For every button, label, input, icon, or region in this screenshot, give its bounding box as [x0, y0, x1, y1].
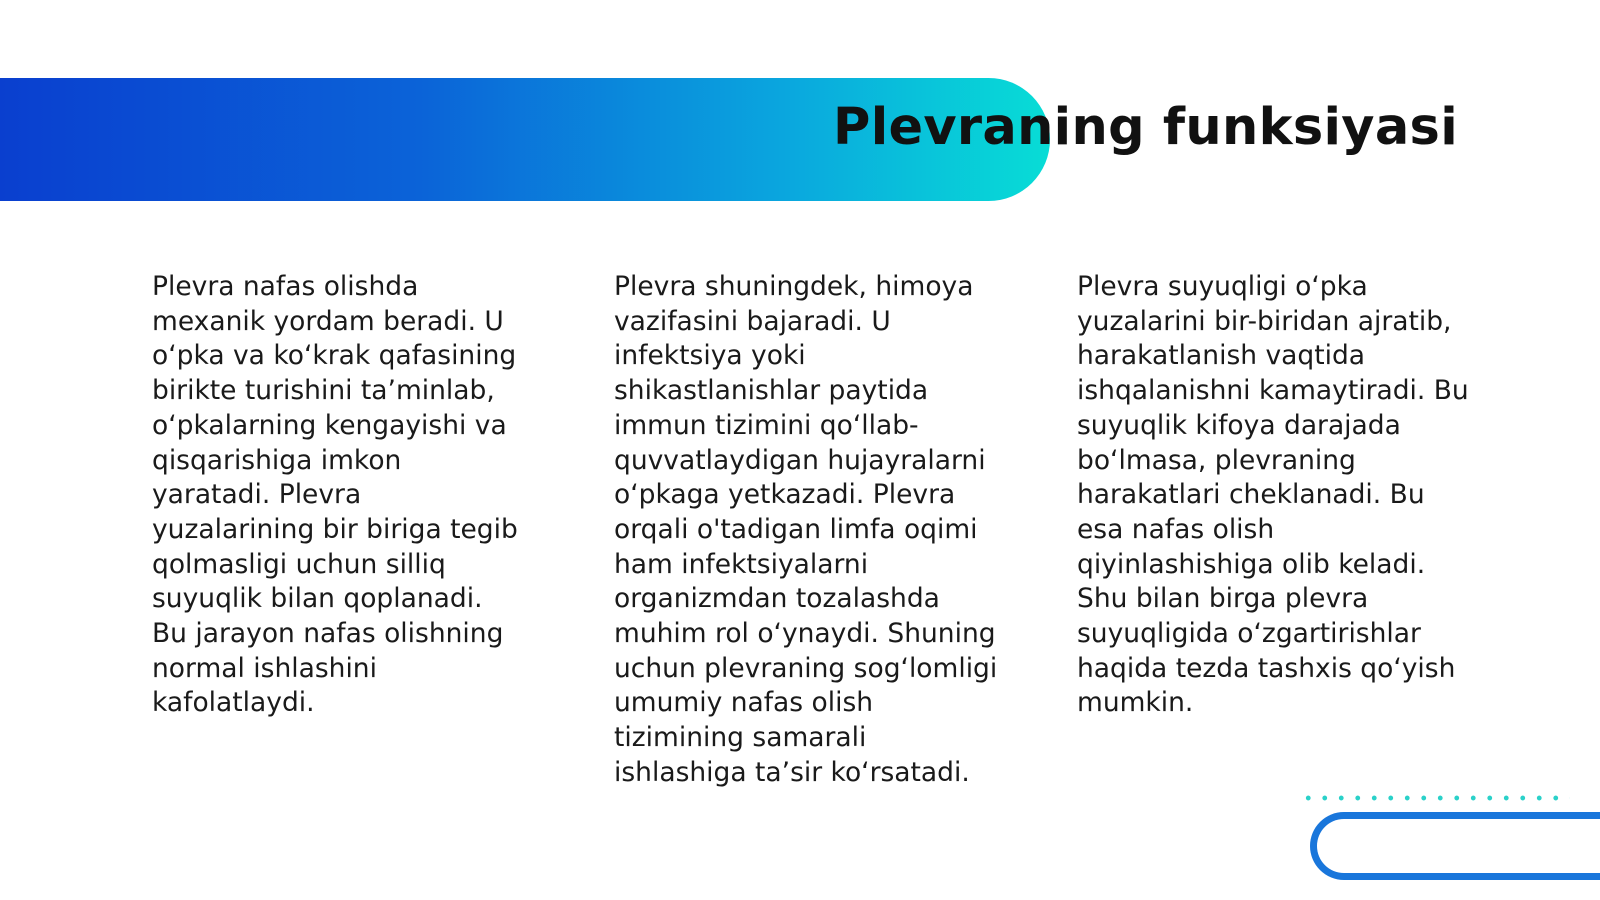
decorative-dot-row [1300, 794, 1570, 802]
text-column-3: Plevra suyuqligi o‘pka yuzalarini bir-biridan ajratib, harakatlanish vaqtida ishqalanishni kamaytiradi. Bu suyuqlik kifoya darajada bo‘lmasa, plevraning harakatlari cheklanadi. Bu esa nafas olish qiyinlashishiga olib keladi. Shu bilan birga plevra suyuqligida o‘zgartirishlar haqida tezda tashxis qo‘yish mumkin. [1077, 271, 1469, 719]
decorative-pill-outline [1310, 812, 1600, 880]
text-column-2: Plevra shuningdek, himoya vazifasini bajaradi. U infektsiya yoki shikastlanishlar paytida immun tizimini qo‘llab-quvvatlaydigan hujayralarni o‘pkaga yetkazadi. Plevra orqali o'tadigan limfa oqimi ham infektsiyalarni organizmdan tozalashda muhim rol o‘ynaydi. Shuning uchun plevraning sog‘lomligi umumiy nafas olish tizimining samarali ishlashiga ta’sir ko‘rsatadi. [614, 271, 998, 788]
slide-title: Plevraning funksiyasi [833, 98, 1458, 157]
text-column-1: Plevra nafas olishda mexanik yordam beradi. U o‘pka va ko‘krak qafasining birikte turishini ta’minlab, o‘pkalarning kengayishi va qisqarishiga imkon yaratadi. Plevra yuzalarining bir biriga tegib qolmasligi uchun silliq suyuqlik bilan qoplanadi. Bu jarayon nafas olishning normal ishlashini kafolatlaydi. [152, 271, 518, 719]
